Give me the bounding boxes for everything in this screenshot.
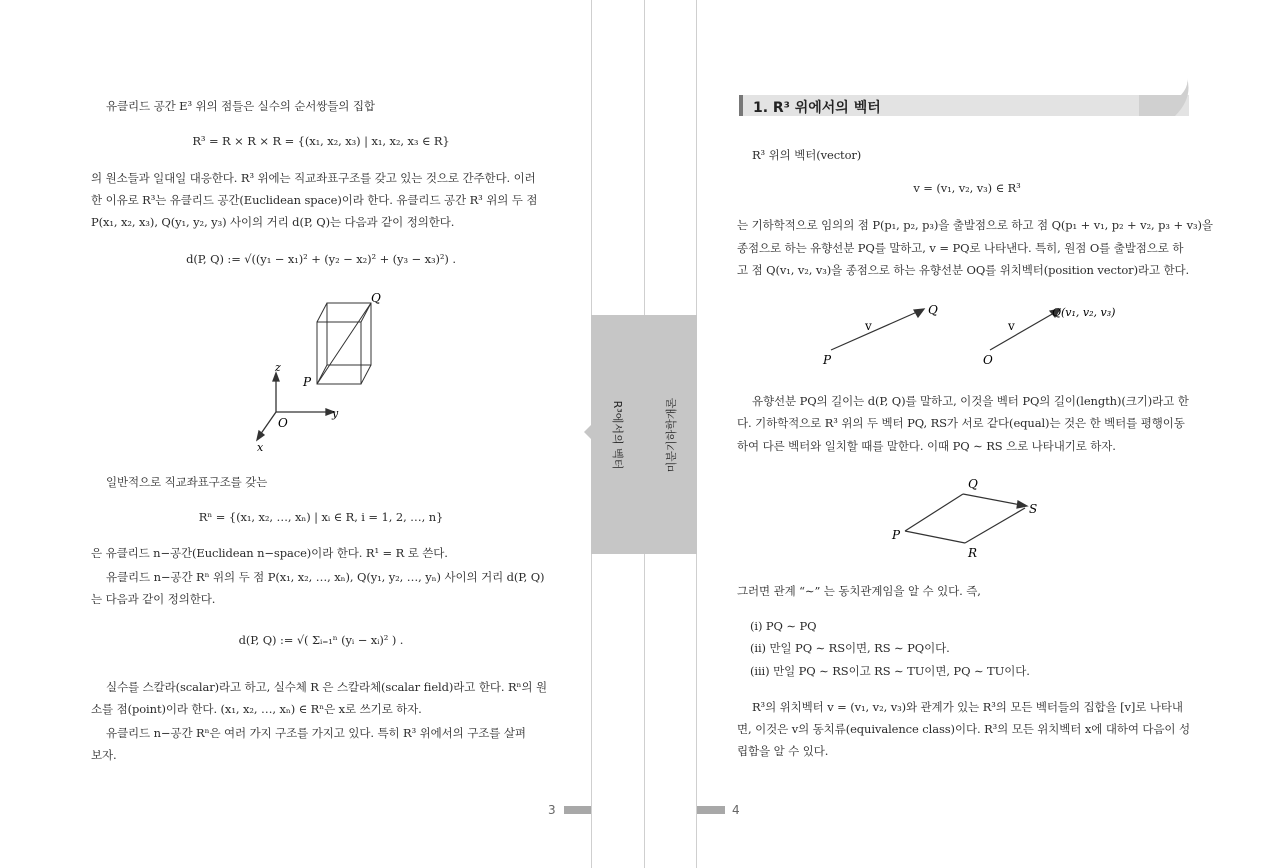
right-page xyxy=(697,0,1287,868)
page-number-bar xyxy=(697,806,725,814)
label-s: S xyxy=(1029,502,1038,516)
paragraph-line: 면, 이것은 v의 동치류(equivalence class)이다. R³의 모든 위치벡터 x에 대하여 다음이 성 xyxy=(737,722,1190,736)
vector-figure xyxy=(815,298,1135,370)
label-v: v xyxy=(865,319,872,333)
label-z: z xyxy=(275,361,281,374)
paragraph-line: 다. 기하학적으로 R³ 위의 두 벡터 PQ, RS가 서로 같다(equal)는 것은 한 벡터를 평행이동 xyxy=(737,416,1185,430)
paragraph-line: R³ 위의 벡터(vector) xyxy=(752,148,862,162)
paragraph-line: 고 점 Q(v₁, v₂, v₃)을 종점으로 하는 유향선분 OQ를 위치벡터(position vector)라고 한다. xyxy=(737,263,1190,277)
edge-pq xyxy=(905,494,963,531)
paragraph-line: 는 다음과 같이 정의한다. xyxy=(91,592,216,606)
paragraph-line: 립함을 알 수 있다. xyxy=(737,744,829,758)
left-page xyxy=(0,0,591,868)
vector-qs-arrow xyxy=(963,494,1021,505)
book-title-tab xyxy=(644,315,697,554)
section-header-curl xyxy=(1131,78,1191,120)
label-q: Q xyxy=(968,477,978,491)
x-axis xyxy=(260,412,276,435)
label-v: v xyxy=(1008,319,1015,333)
tab-notch-left xyxy=(584,425,591,439)
label-q-coords: Q(v₁, v₂, v₃) xyxy=(1052,306,1116,319)
chapter-tab-left xyxy=(591,315,644,554)
paragraph-line: R³의 위치벡터 v = (v₁, v₂, v₃)와 관계가 있는 R³의 모든 벡터들의 집합을 [v]로 나타내 xyxy=(752,700,1183,714)
paragraph-line: 유클리드 n−공간 Rⁿ은 여러 가지 구조를 가지고 있다. 특히 R³ 위에서의 구조를 살펴 xyxy=(106,726,526,740)
paragraph-line: 는 기하학적으로 임의의 점 P(p₁, p₂, p₃)을 출발점으로 하고 점 Q(p₁ + v₁, p₂ + v₂, p₃ + v₃)을 xyxy=(737,218,1213,232)
paragraph-line: 종점으로 하는 유향선분 PQ를 말하고, v = PQ로 나타낸다. 특히, 원점 O를 출발점으로 하 xyxy=(737,241,1184,255)
paragraph-line: 유클리드 n−공간 Rⁿ 위의 두 점 P(x₁, x₂, …, xₙ), Q(y₁, y₂, …, yₙ) 사이의 거리 d(P, Q) xyxy=(106,570,545,584)
page-number-right: 4 xyxy=(732,803,740,817)
paragraph-line: 소를 점(point)이라 한다. (x₁, x₂, …, xₙ) ∈ Rⁿ은 x로 쓰기로 하자. xyxy=(91,702,422,716)
label-x: x xyxy=(257,441,264,454)
formula-distance-3d: d(P, Q) := √((y₁ − x₁)² + (y₂ − x₂)² + (y₃ − x₃)²) . xyxy=(186,252,456,266)
parallelogram-figure xyxy=(885,474,1055,564)
paragraph-line: 은 유클리드 n−공간(Euclidean n−space)이라 한다. R¹ = R 로 쓴다. xyxy=(91,546,448,560)
label-p: P xyxy=(892,528,901,542)
paragraph-line: 보자. xyxy=(91,748,117,762)
paragraph-line: 일반적으로 직교좌표구조를 갖는 xyxy=(106,475,268,489)
paragraph-line: P(x₁, x₂, x₃), Q(y₁, y₂, y₃) 사이의 거리 d(P, Q)는 다음과 같이 정의한다. xyxy=(91,215,455,229)
label-p: P xyxy=(303,375,312,389)
edge-rs xyxy=(965,508,1025,543)
formula-rn: Rⁿ = {(x₁, x₂, …, xₙ) | xᵢ ∈ R, i = 1, 2, …, n} xyxy=(198,510,444,524)
book-title-label: 미분기하학개론 xyxy=(664,397,678,472)
formula-distance-n: d(P, Q) := √( Σᵢ₌₁ⁿ (yᵢ − xᵢ)² ) . xyxy=(238,633,404,647)
section-header xyxy=(739,78,1191,120)
equivalence-item-2: (ii) 만일 PQ ∼ RS이면, RS ∼ PQ이다. xyxy=(750,641,950,655)
label-r: R xyxy=(968,546,978,560)
section-title: 1. R³ 위에서의 벡터 xyxy=(753,100,881,116)
label-o: O xyxy=(278,416,288,430)
page-number-bar xyxy=(564,806,592,814)
paragraph-line: 유클리드 공간 E³ 위의 점들은 실수의 순서쌍들의 집합 xyxy=(106,99,375,113)
label-p: P xyxy=(823,353,832,367)
vector-oq-arrow xyxy=(990,313,1054,350)
vector-pq-arrow xyxy=(831,312,917,350)
paragraph-line: 그러면 관계 “∼” 는 동치관계임을 알 수 있다. 즉, xyxy=(737,584,981,598)
label-y: y xyxy=(332,407,339,420)
paragraph-line: 의 원소들과 일대일 대응한다. R³ 위에는 직교좌표구조를 갖고 있는 것으로 간주한다. 이러 xyxy=(91,171,536,185)
equivalence-item-3: (iii) 만일 PQ ∼ RS이고 RS ∼ TU이면, PQ ∼ TU이다. xyxy=(750,664,1030,678)
label-q: Q xyxy=(371,291,381,305)
equivalence-item-1: (i) PQ ∼ PQ xyxy=(750,619,817,633)
formula-vector: v = (v₁, v₂, v₃) ∈ R³ xyxy=(913,181,1021,195)
paragraph-line: 실수를 스칼라(scalar)라고 하고, 실수체 R 은 스칼라체(scalar field)라고 한다. Rⁿ의 원 xyxy=(106,680,547,694)
paragraph-line: 하여 다른 벡터와 일치할 때를 말한다. 이때 PQ ∼ RS 으로 나타내기로 하자. xyxy=(737,439,1116,453)
page-number-left: 3 xyxy=(548,803,556,817)
paragraph-line: 한 이유로 R³는 유클리드 공간(Euclidean space)이라 한다. 유클리드 공간 R³ 위의 두 점 xyxy=(91,193,538,207)
chapter-tab-label: R³에서의 벡터 xyxy=(610,400,624,469)
formula-r3: R³ = R × R × R = {(x₁, x₂, x₃) | x₁, x₂, x₃ ∈ R} xyxy=(192,134,450,148)
cube-diagonal xyxy=(317,303,371,384)
label-q: Q xyxy=(928,303,938,317)
cube-coordinate-figure xyxy=(250,285,410,455)
paragraph-line: 유향선분 PQ의 길이는 d(P, Q)를 말하고, 이것을 벡터 PQ의 길이(length)(크기)라고 한 xyxy=(752,394,1189,408)
edge-pr xyxy=(905,531,965,543)
label-o: O xyxy=(983,353,993,367)
